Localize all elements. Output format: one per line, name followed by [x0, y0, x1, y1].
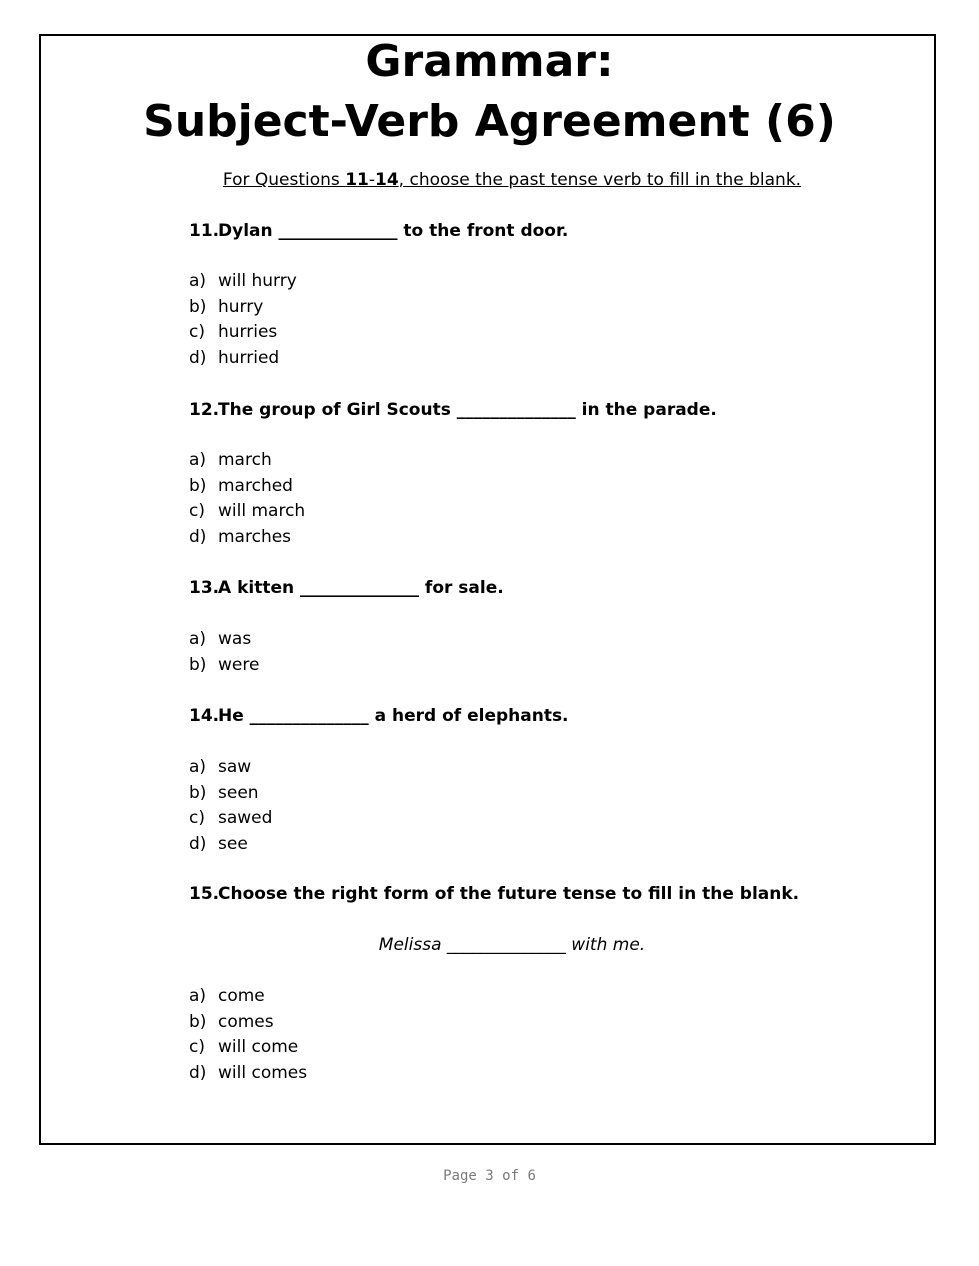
- option-letter: c): [189, 1037, 205, 1057]
- options-12: [189, 448, 305, 550]
- option-item[interactable]: [189, 781, 272, 807]
- option-text: hurries: [218, 322, 278, 342]
- worksheet-subtitle: Subject-Verb Agreement (6): [143, 96, 836, 147]
- option-text: comes: [218, 1011, 274, 1032]
- option-text: will march: [218, 501, 306, 521]
- option-letter: d): [189, 347, 207, 368]
- fill-in-sentence: Melissa ______________ with me.: [378, 935, 646, 955]
- option-text: march: [218, 450, 272, 470]
- option-text: marches: [218, 526, 292, 547]
- question-number: 11.: [189, 221, 220, 241]
- range-dash: -: [368, 170, 375, 190]
- option-letter: b): [189, 296, 207, 317]
- option-text: will hurry: [218, 271, 297, 291]
- question-14: [189, 704, 569, 728]
- option-text: hurry: [218, 296, 264, 317]
- instructions-suffix: , choose the past tense verb to fill in the blank.: [398, 170, 802, 190]
- option-text: will come: [218, 1037, 299, 1057]
- option-item[interactable]: [189, 499, 305, 525]
- option-text: saw: [218, 757, 252, 777]
- question-text: He ______________ a herd of elephants.: [218, 706, 569, 726]
- option-item[interactable]: [189, 269, 297, 295]
- option-letter: a): [189, 757, 207, 777]
- option-letter: d): [189, 833, 207, 854]
- option-item[interactable]: [189, 525, 305, 551]
- question-text: Dylan ______________ to the front door.: [218, 221, 569, 241]
- option-letter: b): [189, 1011, 207, 1032]
- option-letter: a): [189, 629, 207, 649]
- option-item[interactable]: [189, 320, 297, 346]
- option-item[interactable]: [189, 1010, 307, 1036]
- options-11: [189, 269, 297, 371]
- instructions: [0, 168, 979, 192]
- question-11: [189, 219, 568, 243]
- question-number: 14.: [189, 706, 220, 726]
- option-text: see: [218, 833, 248, 854]
- option-item[interactable]: [189, 448, 305, 474]
- of-word: of: [502, 1168, 519, 1184]
- option-letter: c): [189, 808, 205, 828]
- option-letter: b): [189, 475, 207, 496]
- options-13: [189, 627, 259, 678]
- options-15: [189, 984, 307, 1086]
- option-item[interactable]: [189, 1061, 307, 1087]
- option-letter: c): [189, 322, 205, 342]
- range-end: 14: [375, 170, 399, 190]
- question-text: Choose the right form of the future tense to fill in the blank.: [218, 884, 800, 904]
- option-item[interactable]: [189, 295, 297, 321]
- option-item[interactable]: [189, 832, 272, 858]
- current-page: 3: [485, 1168, 494, 1184]
- option-item[interactable]: [189, 806, 272, 832]
- option-letter: c): [189, 501, 205, 521]
- question-text: The group of Girl Scouts ______________ in the parade.: [218, 400, 717, 420]
- page-word: Page: [443, 1168, 477, 1184]
- option-item[interactable]: [189, 346, 297, 372]
- option-item[interactable]: [189, 1035, 307, 1061]
- total-pages: 6: [527, 1168, 536, 1184]
- option-item[interactable]: [189, 627, 259, 653]
- option-text: were: [218, 654, 260, 675]
- option-text: marched: [218, 475, 293, 496]
- option-letter: d): [189, 526, 207, 547]
- page-footer: [0, 1166, 979, 1186]
- option-text: hurried: [218, 347, 280, 368]
- instructions-prefix: For Questions: [222, 170, 346, 190]
- option-item[interactable]: [189, 653, 259, 679]
- question-13: [189, 576, 504, 600]
- option-letter: d): [189, 1062, 207, 1083]
- option-letter: a): [189, 450, 207, 470]
- option-letter: b): [189, 782, 207, 803]
- option-item[interactable]: [189, 474, 305, 500]
- option-item[interactable]: [189, 755, 272, 781]
- question-15: [189, 882, 799, 906]
- options-14: [189, 755, 272, 857]
- option-item[interactable]: [189, 984, 307, 1010]
- worksheet-title: Grammar:: [365, 36, 614, 87]
- question-number: 15.: [189, 884, 220, 904]
- range-start: 11: [345, 170, 369, 190]
- option-text: was: [218, 629, 252, 649]
- option-letter: a): [189, 986, 207, 1006]
- question-number: 12.: [189, 400, 220, 420]
- option-text: come: [218, 986, 265, 1006]
- question-12: [189, 398, 717, 422]
- option-letter: b): [189, 654, 207, 675]
- question-number: 13.: [189, 578, 220, 598]
- option-text: seen: [218, 782, 259, 803]
- option-letter: a): [189, 271, 207, 291]
- option-text: sawed: [218, 808, 273, 828]
- option-text: will comes: [218, 1062, 308, 1083]
- question-text: A kitten ______________ for sale.: [218, 578, 504, 598]
